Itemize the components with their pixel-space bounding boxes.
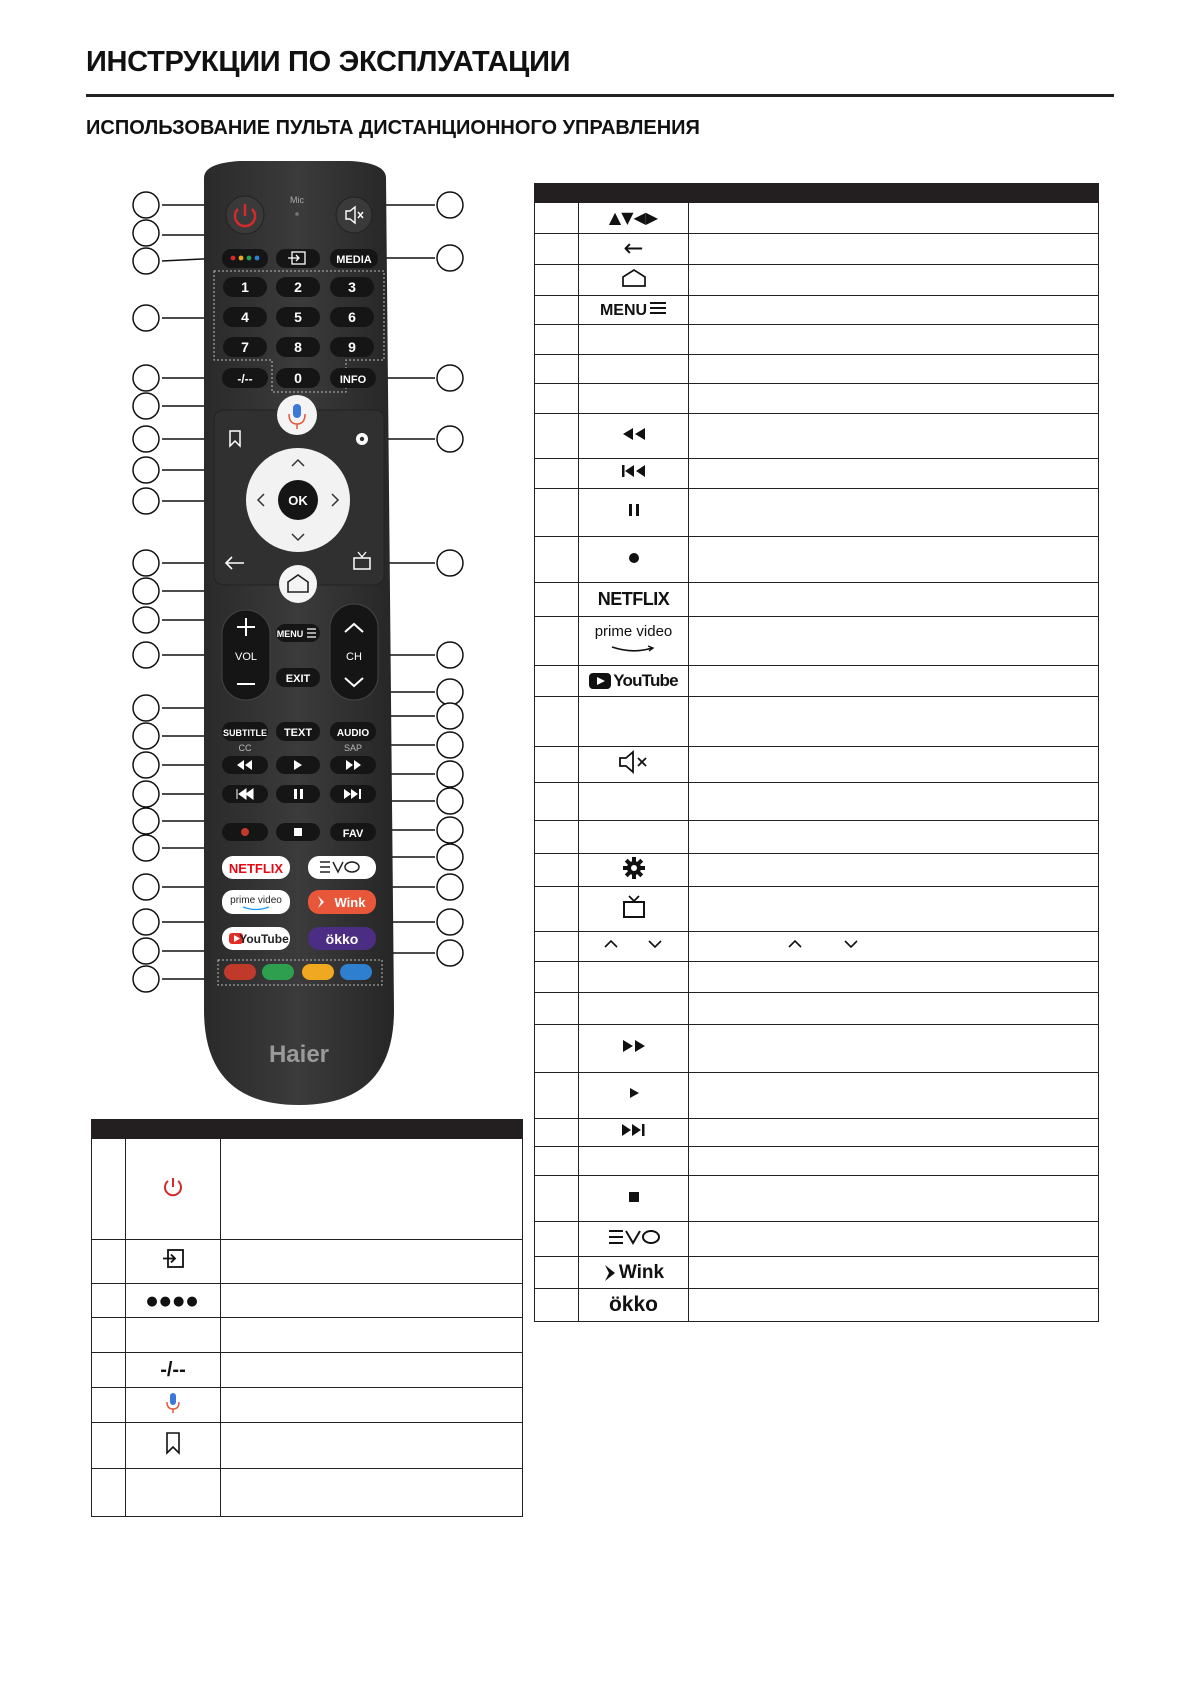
table-row [535, 617, 1099, 666]
svg-text:-/--: -/-- [237, 372, 253, 386]
input-icon [160, 1257, 186, 1274]
table-row [535, 1222, 1099, 1257]
table-row [535, 459, 1099, 489]
table-row [92, 1423, 523, 1469]
svg-text:TEXT: TEXT [283, 727, 313, 739]
green-key [262, 964, 294, 980]
table-row [92, 1388, 523, 1423]
svg-text:FAV: FAV [342, 828, 364, 840]
table-row [535, 489, 1099, 537]
pause-button [276, 785, 320, 803]
table-row [535, 583, 1099, 617]
table-row [535, 355, 1099, 384]
table-row [535, 783, 1099, 821]
mute-button [336, 197, 372, 233]
yellow-key [302, 964, 334, 980]
evo-icon [607, 1233, 661, 1250]
svg-text:EXIT: EXIT [285, 673, 311, 685]
next-icon [621, 1124, 647, 1141]
table-row [535, 1073, 1099, 1119]
youtube-icon: YouTube [589, 672, 678, 689]
digit-9-label: 9 [348, 339, 356, 355]
svg-text:YouTube: YouTube [239, 932, 289, 946]
fast-forward-icon [621, 1040, 647, 1057]
rewind-icon [621, 428, 647, 445]
settings-button [356, 433, 368, 445]
table-row [535, 1025, 1099, 1073]
mute-icon [617, 761, 651, 778]
table-row [535, 932, 1099, 962]
table-row [535, 1257, 1099, 1289]
digit-8-label: 8 [294, 339, 302, 355]
svg-text:MENU: MENU [276, 629, 304, 639]
page-title: ИНСТРУКЦИИ ПО ЭКСПЛУАТАЦИИ [86, 46, 571, 78]
table-row [92, 1139, 523, 1240]
red-key [224, 964, 256, 980]
table-row [535, 666, 1099, 697]
mic-icon [164, 1402, 182, 1419]
blue-key [340, 964, 372, 980]
table-row [92, 1469, 523, 1517]
table-row [535, 854, 1099, 887]
table-row [92, 1240, 523, 1284]
svg-text:MEDIA: MEDIA [336, 254, 372, 266]
bookmark-icon [164, 1442, 182, 1459]
table-row [535, 887, 1099, 932]
netflix-icon: NETFLIX [597, 589, 670, 609]
table-row [92, 1318, 523, 1353]
svg-text:VOL: VOL [234, 651, 258, 663]
tv-icon [621, 907, 647, 924]
table-row [535, 414, 1099, 459]
menu-icon: MENU [600, 302, 667, 319]
dots-button [222, 249, 268, 268]
svg-text:AUDIO: AUDIO [336, 728, 370, 739]
svg-text:NETFLIX: NETFLIX [228, 861, 284, 876]
table-row [535, 296, 1099, 325]
page-subtitle: ИСПОЛЬЗОВАНИЕ ПУЛЬТА ДИСТАНЦИОННОГО УПРАВЛЕНИЯ [86, 117, 700, 139]
record-icon [628, 551, 640, 568]
table-row [92, 1353, 523, 1388]
svg-text:SUBTITLE: SUBTITLE [223, 728, 267, 738]
svg-text:Wink: Wink [334, 895, 366, 910]
svg-text:CH: CH [346, 651, 362, 663]
table-row [92, 1284, 523, 1318]
home-icon [620, 276, 648, 293]
dash-icon: -/-- [160, 1358, 186, 1381]
digit-7-label: 7 [241, 339, 249, 355]
channel-desc-icons [783, 938, 863, 955]
svg-text:ökko: ökko [325, 931, 359, 947]
digit-1-label: 1 [241, 279, 249, 295]
prime-video-icon: prime video [595, 623, 673, 659]
mic-label: Mic [290, 195, 304, 205]
table-row [535, 234, 1099, 265]
svg-text:INFO: INFO [339, 374, 367, 386]
table-row [535, 697, 1099, 747]
brand-logo: Haier [268, 1041, 330, 1068]
table-row [535, 1176, 1099, 1222]
play-icon [627, 1087, 641, 1104]
settings-icon [622, 867, 646, 884]
table-row [535, 203, 1099, 234]
right-legend-table [534, 183, 1099, 1322]
table-row [535, 325, 1099, 355]
digit-3-label: 3 [348, 279, 356, 295]
table-row [535, 265, 1099, 296]
digit-2-label: 2 [294, 279, 302, 295]
table-row [535, 1147, 1099, 1176]
table-row [535, 962, 1099, 993]
stop-icon [628, 1190, 640, 1207]
arrows-icon: ▲▼◀▶ [608, 208, 659, 227]
svg-text:prime video: prime video [230, 895, 282, 906]
channel-icon [599, 938, 669, 955]
table-row [535, 993, 1099, 1025]
table-row [535, 537, 1099, 583]
svg-text:SAP: SAP [343, 743, 363, 753]
table-row [535, 384, 1099, 414]
back-icon: ← [623, 233, 644, 262]
wink-icon: Wink [603, 1264, 664, 1281]
table-row [535, 821, 1099, 854]
okko-icon: ökko [608, 1293, 658, 1316]
power-icon [162, 1186, 184, 1203]
digit-0-label: 0 [294, 370, 302, 386]
pause-icon [627, 504, 641, 521]
svg-text:OK: OK [288, 493, 308, 508]
dots-icon: ●●●● [146, 1293, 200, 1309]
digit-5-label: 5 [294, 309, 302, 325]
evo-button [308, 856, 376, 879]
prev-icon [621, 465, 647, 482]
digit-4-label: 4 [241, 309, 249, 325]
table-row [535, 747, 1099, 783]
left-legend-table [91, 1119, 523, 1517]
digit-6-label: 6 [348, 309, 356, 325]
svg-text:CC: CC [238, 743, 252, 753]
home-button [279, 565, 317, 603]
table-row [535, 1289, 1099, 1322]
table-row [535, 1119, 1099, 1147]
